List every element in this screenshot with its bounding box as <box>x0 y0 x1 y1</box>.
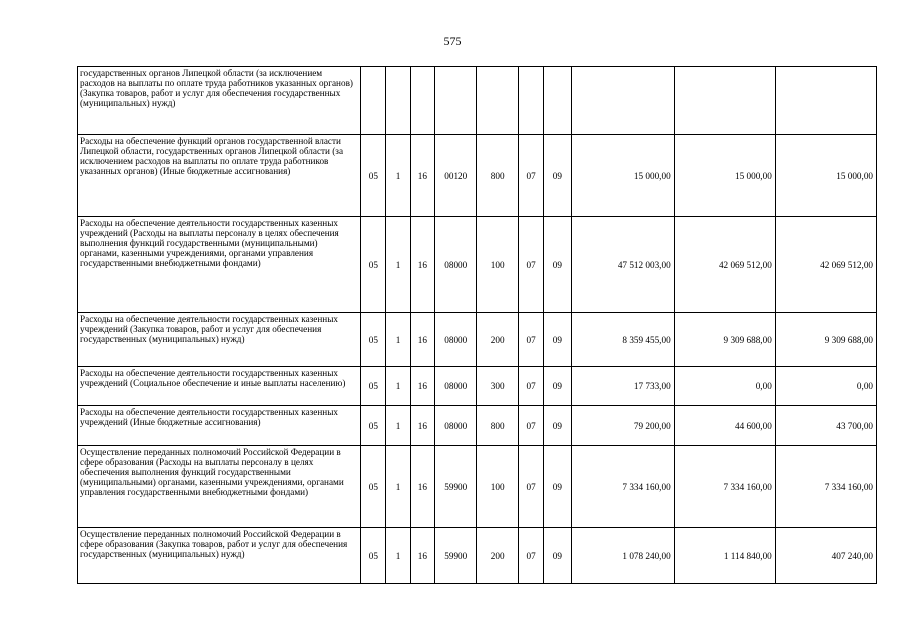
row-description: Расходы на обеспечение деятельности государственных казенных учреждений (Иные бюджетные ассигнования) <box>78 406 361 446</box>
cell-amount-1: 8 359 455,00 <box>571 313 674 367</box>
cell-code-1: 05 <box>361 135 386 217</box>
cell-amount-3: 43 700,00 <box>775 406 876 446</box>
cell-code-6: 07 <box>518 313 543 367</box>
cell-code-7: 09 <box>544 135 571 217</box>
row-description: Расходы на обеспечение функций органов государственной власти Липецкой области, государственных органов Липецкой области (за исключением расходов на выплаты по оплате труда работников указанных органов) (Иные бюджетные ассигнования) <box>78 135 361 217</box>
cell-code-5: 800 <box>477 406 518 446</box>
page-number: 575 <box>443 34 462 48</box>
cell-code-2: 1 <box>386 446 410 528</box>
cell-amount-1: 1 078 240,00 <box>571 528 674 584</box>
cell-code-4: 00120 <box>435 135 477 217</box>
cell-code-1: 05 <box>361 313 386 367</box>
cell-amount-1: 17 733,00 <box>571 367 674 406</box>
cell-amount-2 <box>674 67 775 135</box>
table-row <box>78 528 877 584</box>
table-row <box>78 313 877 367</box>
cell-amount-3: 7 334 160,00 <box>775 446 876 528</box>
cell-code-2: 1 <box>386 528 410 584</box>
cell-code-2: 1 <box>386 367 410 406</box>
table-row <box>78 406 877 446</box>
cell-amount-2: 0,00 <box>674 367 775 406</box>
cell-code-6: 07 <box>518 406 543 446</box>
cell-amount-2: 9 309 688,00 <box>674 313 775 367</box>
cell-amount-2: 15 000,00 <box>674 135 775 217</box>
cell-code-7 <box>544 67 571 135</box>
cell-code-4: 59900 <box>435 446 477 528</box>
cell-code-1: 05 <box>361 217 386 313</box>
cell-code-7: 09 <box>544 406 571 446</box>
row-description: Расходы на обеспечение деятельности государственных казенных учреждений (Закупка товаров, работ и услуг для обеспечения государственных (муниципальных) нужд) <box>78 313 361 367</box>
table-row <box>78 367 877 406</box>
cell-amount-1: 15 000,00 <box>571 135 674 217</box>
cell-code-6: 07 <box>518 446 543 528</box>
cell-code-5 <box>477 67 518 135</box>
cell-code-4: 08000 <box>435 217 477 313</box>
cell-amount-3 <box>775 67 876 135</box>
cell-code-2 <box>386 67 410 135</box>
cell-code-1: 05 <box>361 446 386 528</box>
cell-amount-2: 44 600,00 <box>674 406 775 446</box>
cell-code-5: 300 <box>477 367 518 406</box>
row-description: Осуществление переданных полномочий Российской Федерации в сфере образования (Расходы на выплаты персоналу в целях обеспечения выполнения функций государственными (муниципальными) органами, казенными учреждениями, органами управления государственными внебюджетными фондами) <box>78 446 361 528</box>
cell-amount-1: 7 334 160,00 <box>571 446 674 528</box>
table-row <box>78 67 877 135</box>
row-description: государственных органов Липецкой области (за исключением расходов на выплаты по оплате труда работников указанных органов) (Закупка товаров, работ и услуг для обеспечения государственных (муниципальных) нужд) <box>78 67 361 135</box>
table-row <box>78 446 877 528</box>
cell-code-5: 200 <box>477 528 518 584</box>
cell-code-5: 100 <box>477 446 518 528</box>
cell-code-6: 07 <box>518 528 543 584</box>
cell-code-3: 16 <box>410 313 434 367</box>
cell-code-3: 16 <box>410 528 434 584</box>
cell-code-4 <box>435 67 477 135</box>
cell-amount-3: 9 309 688,00 <box>775 313 876 367</box>
cell-code-6: 07 <box>518 135 543 217</box>
cell-code-5: 200 <box>477 313 518 367</box>
cell-code-1: 05 <box>361 406 386 446</box>
cell-amount-3: 42 069 512,00 <box>775 217 876 313</box>
row-description: Осуществление переданных полномочий Российской Федерации в сфере образования (Закупка товаров, работ и услуг для обеспечения государственных (муниципальных) нужд) <box>78 528 361 584</box>
cell-amount-2: 1 114 840,00 <box>674 528 775 584</box>
cell-code-3: 16 <box>410 367 434 406</box>
cell-amount-3: 15 000,00 <box>775 135 876 217</box>
cell-code-4: 08000 <box>435 406 477 446</box>
cell-code-2: 1 <box>386 313 410 367</box>
cell-code-4: 08000 <box>435 313 477 367</box>
cell-code-3: 16 <box>410 135 434 217</box>
cell-code-6: 07 <box>518 217 543 313</box>
cell-code-1 <box>361 67 386 135</box>
cell-code-5: 800 <box>477 135 518 217</box>
cell-code-3: 16 <box>410 406 434 446</box>
cell-code-3: 16 <box>410 217 434 313</box>
row-description: Расходы на обеспечение деятельности государственных казенных учреждений (Расходы на выплаты персоналу в целях обеспечения выполнения функций государственными (муниципальными) органами, казенными учреждениями, органами управления государственными внебюджетными фондами) <box>78 217 361 313</box>
cell-code-3 <box>410 67 434 135</box>
cell-code-4: 08000 <box>435 367 477 406</box>
budget-table <box>77 66 877 584</box>
cell-code-1: 05 <box>361 367 386 406</box>
cell-code-7: 09 <box>544 528 571 584</box>
cell-amount-1 <box>571 67 674 135</box>
row-description: Расходы на обеспечение деятельности государственных казенных учреждений (Социальное обеспечение и иные выплаты населению) <box>78 367 361 406</box>
cell-code-2: 1 <box>386 217 410 313</box>
table-row <box>78 135 877 217</box>
cell-code-4: 59900 <box>435 528 477 584</box>
cell-amount-2: 7 334 160,00 <box>674 446 775 528</box>
cell-amount-1: 79 200,00 <box>571 406 674 446</box>
cell-code-7: 09 <box>544 446 571 528</box>
cell-code-1: 05 <box>361 528 386 584</box>
cell-code-5: 100 <box>477 217 518 313</box>
cell-amount-3: 407 240,00 <box>775 528 876 584</box>
cell-code-3: 16 <box>410 446 434 528</box>
cell-code-7: 09 <box>544 217 571 313</box>
cell-code-6 <box>518 67 543 135</box>
table-row <box>78 217 877 313</box>
cell-amount-1: 47 512 003,00 <box>571 217 674 313</box>
cell-code-7: 09 <box>544 313 571 367</box>
cell-code-7: 09 <box>544 367 571 406</box>
cell-amount-2: 42 069 512,00 <box>674 217 775 313</box>
cell-amount-3: 0,00 <box>775 367 876 406</box>
cell-code-2: 1 <box>386 135 410 217</box>
cell-code-6: 07 <box>518 367 543 406</box>
cell-code-2: 1 <box>386 406 410 446</box>
